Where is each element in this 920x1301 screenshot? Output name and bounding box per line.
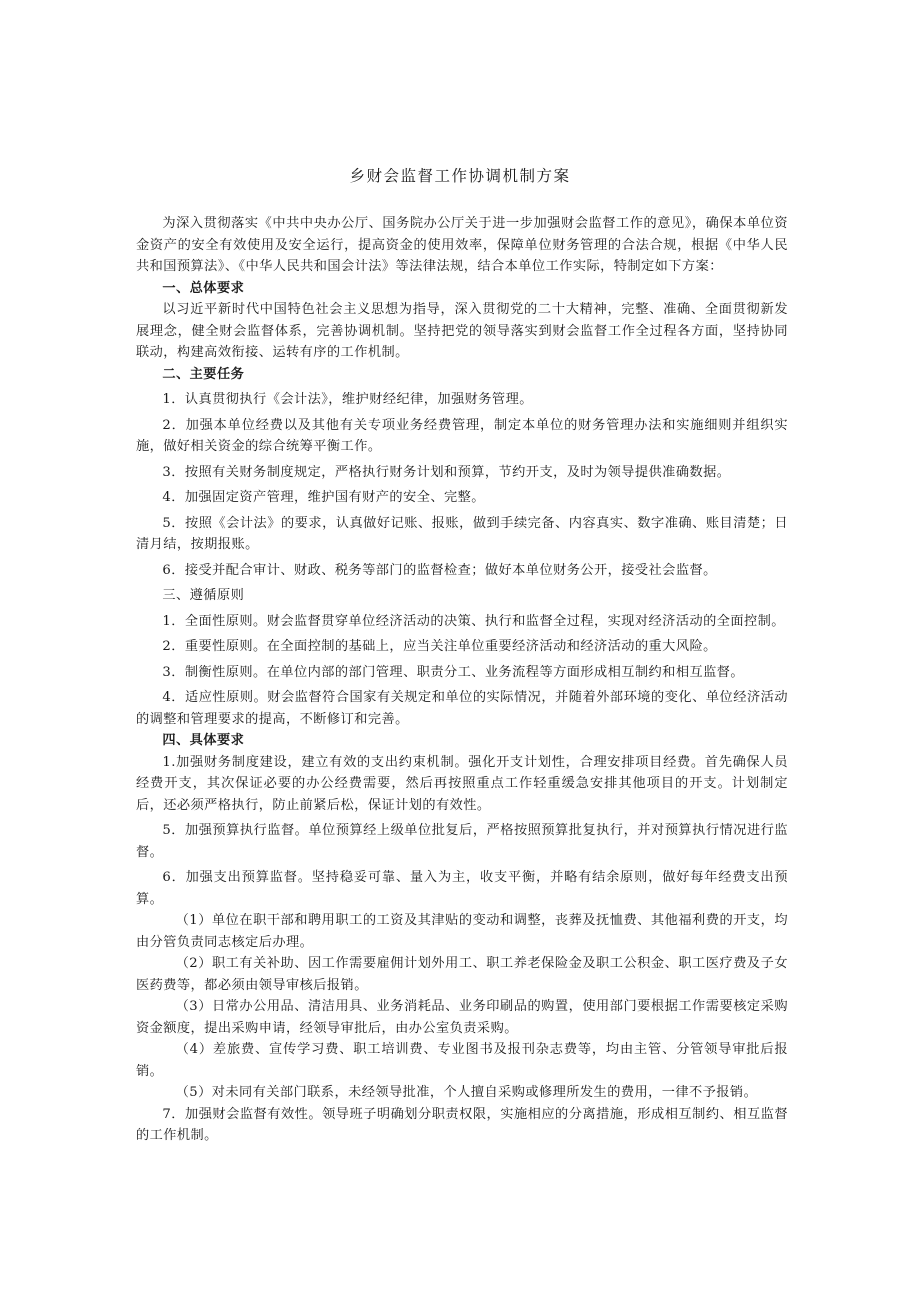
requirement-item-1: 1.加强财务制度建设，建立有效的支出约束机制。强化开支计划性，合理安排项目经费。首先确保人员经费开支，其次保证必要的办公经费需要，然后再按照重点工作轻重缓急安排其他项目的开支。计划制定后，还必须严格执行，防止前紧后松，保证计划的有效性。: [136, 754, 788, 813]
principle-item-4: 4．适应性原则。财会监督符合国家有关规定和单位的实际情况，并随着外部环境的变化、单位经济活动的调整和管理要求的提高，不断修订和完善。: [136, 690, 788, 727]
document-title: 乡财会监督工作协调机制方案: [349, 167, 571, 185]
principle-item-1: 1．全面性原则。财会监督贯穿单位经济活动的决策、执行和监督全过程，实现对经济活动的全面控制。: [162, 613, 785, 629]
principle-item-3: 3．制衡性原则。在单位内部的部门管理、职责分工、业务流程等方面形成相互制约和相互监督。: [162, 664, 745, 680]
subitem-4: （4）差旅费、宣传学习费、职工培训费、专业图书及报刊杂志费等，均由主管、分管领导审批后报销。: [136, 1042, 788, 1079]
section-heading-4: 四、具体要求: [162, 733, 245, 748]
subitem-5: （5）对未同有关部门联系，未经领导批准，个人擅自采购或修理所发生的费用，一律不予报销。: [175, 1085, 758, 1100]
task-item-2: 2．加强本单位经费以及其他有关专项业务经费管理，制定本单位的财务管理办法和实施细则并组织实施，做好相关资金的综合统筹平衡工作。: [136, 417, 788, 454]
section-heading-3: 三、遵循原则: [162, 588, 245, 603]
subitem-1: （1）单位在职干部和聘用职工的工资及其津贴的变动和调整，丧葬及抚恤费、其他福利费的开支，均由分管负责同志核定后办理。: [136, 913, 788, 950]
task-item-4: 4．加强固定资产管理，维护国有财产的安全、完整。: [162, 490, 485, 505]
requirement-item-5: 5．加强预算执行监督。单位预算经上级单位批复后，严格按照预算批复执行，并对预算执行情况进行监督。: [136, 823, 788, 860]
section-heading-2: 二、主要任务: [162, 366, 245, 382]
subitem-3: （3）日常办公用品、清洁用具、业务消耗品、业务印刷品的购置，使用部门要根据工作需要核定采购资金额度，提出采购申请，经领导审批后，由办公室负责采购。: [136, 999, 788, 1036]
task-item-3: 3．按照有关财务制度规定，严格执行财务计划和预算，节约开支，及时为领导提供准确数据。: [162, 464, 731, 480]
intro-paragraph: 为深入贯彻落实《中共中央办公厅、国务院办公厅关于进一步加强财会监督工作的意见》，确保本单位资金资产的安全有效使用及安全运行，提高资金的使用效率，保障单位财务管理的合法合规，根据《中华人民共和国预算法》、《中华人民共和国会计法》等法律法规，结合本单位工作实际，特制定如下方案：: [136, 216, 788, 274]
principle-item-2: 2．重要性原则。在全面控制的基础上，应当关注单位重要经济活动和经济活动的重大风险。: [162, 639, 717, 654]
requirement-item-6: 6．加强支出预算监督。坚持稳妥可靠、量入为主，收支平衡，并略有结余原则，做好每年经费支出预算。: [136, 870, 788, 907]
task-item-1: 1．认真贯彻执行《会计法》，维护财经纪律，加强财务管理。: [162, 392, 533, 407]
task-item-5: 5．按照《会计法》的要求，认真做好记账、报账，做到手续完备、内容真实、数字准确、账目清楚；日清月结，按期报账。: [136, 515, 788, 552]
section-heading-1: 一、总体要求: [162, 280, 245, 296]
subitem-2: （2）职工有关补助、因工作需要雇佣计划外用工、职工养老保险金及职工公积金、职工医疗费及子女医药费等，都必须由领导审核后报销。: [136, 956, 788, 993]
requirement-item-7: 7．加强财会监督有效性。领导班子明确划分职责权限，实施相应的分离措施，形成相互制约、相互监督的工作机制。: [136, 1106, 788, 1143]
section-1-text: 以习近平新时代中国特色社会主义思想为指导，深入贯彻党的二十大精神，完整、准确、全面贯彻新发展理念，健全财会监督体系，完善协调机制。坚持把党的领导落实到财会监督工作全过程各方面，坚持协同联动，构建高效衔接、运转有序的工作机制。: [136, 302, 788, 360]
document-body: [136, 213, 788, 1147]
task-item-6: 6．接受并配合审计、财政、税务等部门的监督检查；做好本单位财务公开，接受社会监督。: [162, 562, 717, 578]
